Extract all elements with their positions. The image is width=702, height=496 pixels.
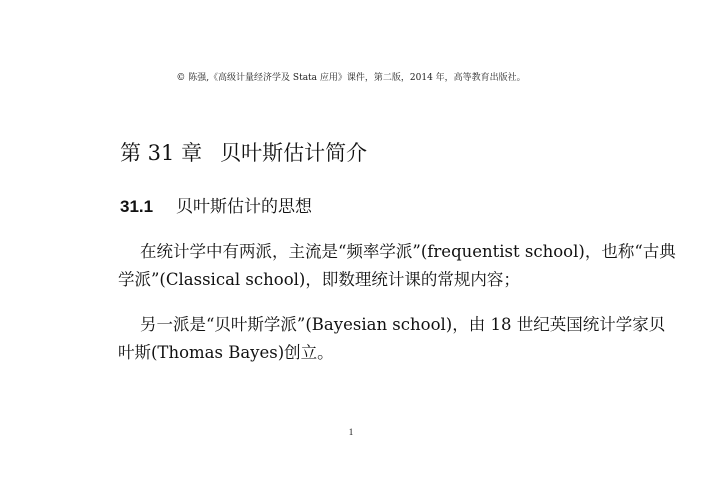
- section-title: 贝叶斯估计的思想: [176, 197, 312, 217]
- section-heading: [120, 192, 312, 217]
- body-paragraph: 另一派是“贝叶斯学派”(Bayesian school)，由 18 世纪英国统计学家贝叶斯(Thomas Bayes)创立。: [118, 315, 666, 362]
- body-paragraph: 在统计学中有两派，主流是“频率学派”(frequentist school)，也称“古典学派”(Classical school)，即数理统计课的常规内容；: [118, 242, 676, 289]
- chapter-name: 贝叶斯估计简介: [220, 141, 368, 165]
- section-number: 31.1: [120, 197, 154, 216]
- copyright-notice: © 陈强,《高级计量经济学及 Stata 应用》课件，第二版，2014 年，高等教育出版社。: [176, 73, 526, 83]
- chapter-title: [120, 137, 367, 167]
- page-number: 1: [348, 427, 354, 437]
- chapter-label: 第 31 章: [120, 141, 203, 165]
